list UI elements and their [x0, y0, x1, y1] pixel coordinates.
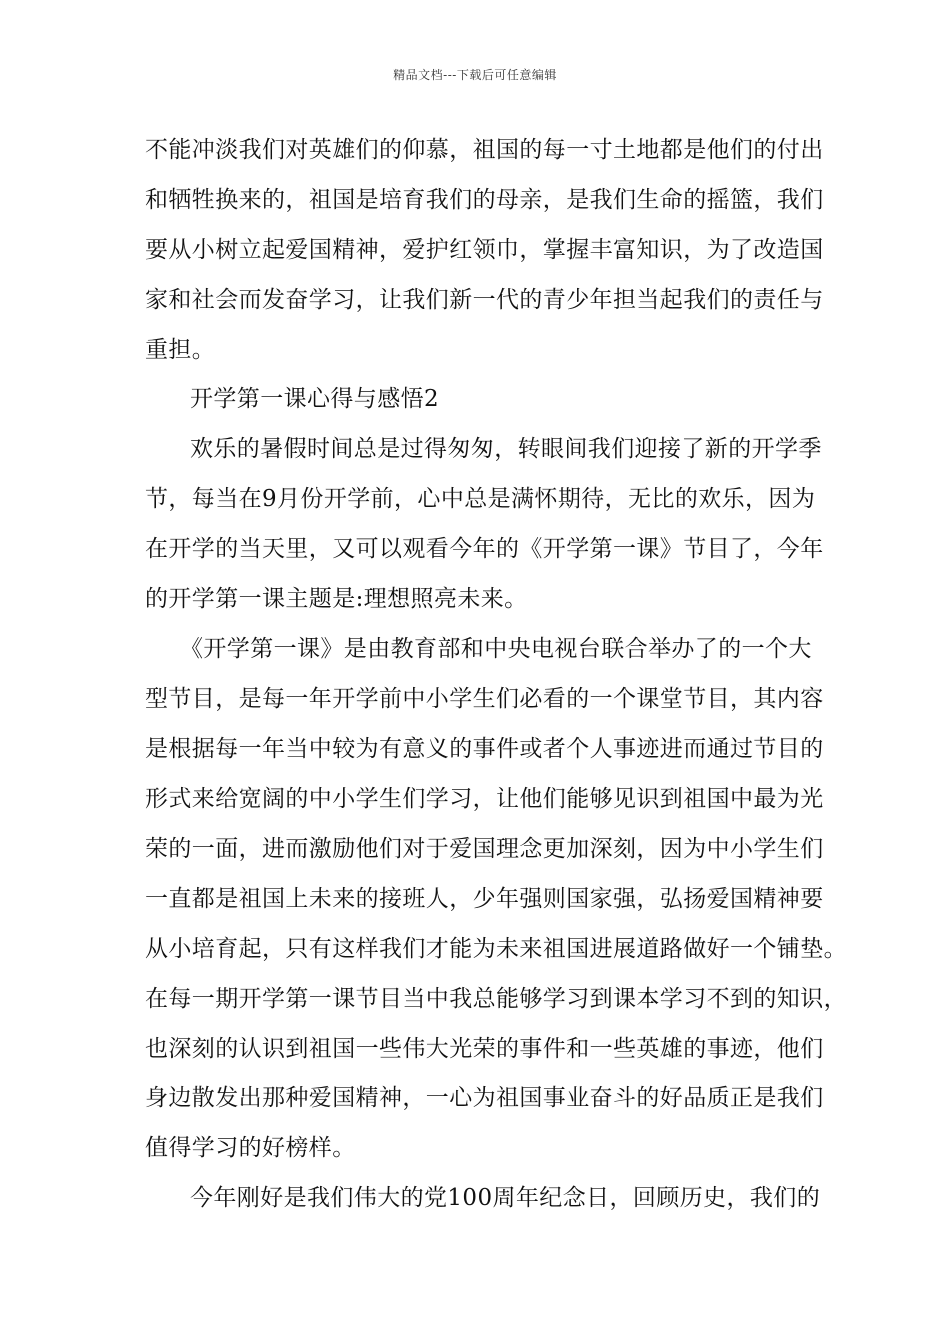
text-line: 一直都是祖国上未来的接班人，少年强则国家强，弘扬爱国精神要 [145, 886, 824, 912]
text-line: 值得学习的好榜样。 [145, 1135, 356, 1161]
text-line: 形式来给宽阔的中小学生们学习，让他们能够见识到祖国中最为光 [145, 786, 824, 812]
text-line: 和牺牲换来的，祖国是培育我们的母亲，是我们生命的摇篮，我们 [145, 187, 824, 213]
page-header: 精品文档---下载后可任意编辑 [393, 68, 557, 82]
text-line: 要从小树立起爱国精神，爱护红领巾，掌握丰富知识，为了改造国 [145, 237, 824, 263]
text-line: 家和社会而发奋学习，让我们新一代的青少年担当起我们的责任与 [145, 287, 824, 313]
text-line: 从小培育起，只有这样我们才能为未来祖国进展道路做好一个铺垫。 [145, 936, 847, 962]
text-line: 欢乐的暑假时间总是过得匆匆，转眼间我们迎接了新的开学季 [190, 436, 822, 462]
text-line: 型节目，是每一年开学前中小学生们必看的一个课堂节目，其内容 [145, 686, 824, 712]
text-line: 身边散发出那种爱国精神，一心为祖国事业奋斗的好品质正是我们 [145, 1085, 824, 1111]
text-line: 重担。 [145, 337, 216, 363]
text-line: 荣的一面，进而激励他们对于爱国理念更加深刻，因为中小学生们 [145, 836, 824, 862]
section-heading: 开学第一课心得与感悟2 [190, 386, 440, 412]
text-line: 在开学的当天里，又可以观看今年的《开学第一课》节目了，今年 [145, 536, 824, 562]
text-line: 在每一期开学第一课节目当中我总能够学习到课本学习不到的知识， [145, 986, 847, 1012]
text-line: 《开学第一课》是由教育部和中央电视台联合举办了的一个大 [180, 636, 812, 662]
text-line: 节，每当在9月份开学前，心中总是满怀期待，无比的欢乐，因为 [145, 486, 816, 512]
text-line: 不能冲淡我们对英雄们的仰慕，祖国的每一寸土地都是他们的付出 [145, 137, 824, 163]
text-line: 今年刚好是我们伟大的党100周年纪念日，回顾历史，我们的 [190, 1185, 821, 1211]
text-line: 是根据每一年当中较为有意义的事件或者个人事迹进而通过节目的 [145, 736, 824, 762]
text-line: 也深刻的认识到祖国一些伟大光荣的事件和一些英雄的事迹，他们 [145, 1036, 824, 1062]
text-line: 的开学第一课主题是:理想照亮未来。 [145, 586, 528, 612]
